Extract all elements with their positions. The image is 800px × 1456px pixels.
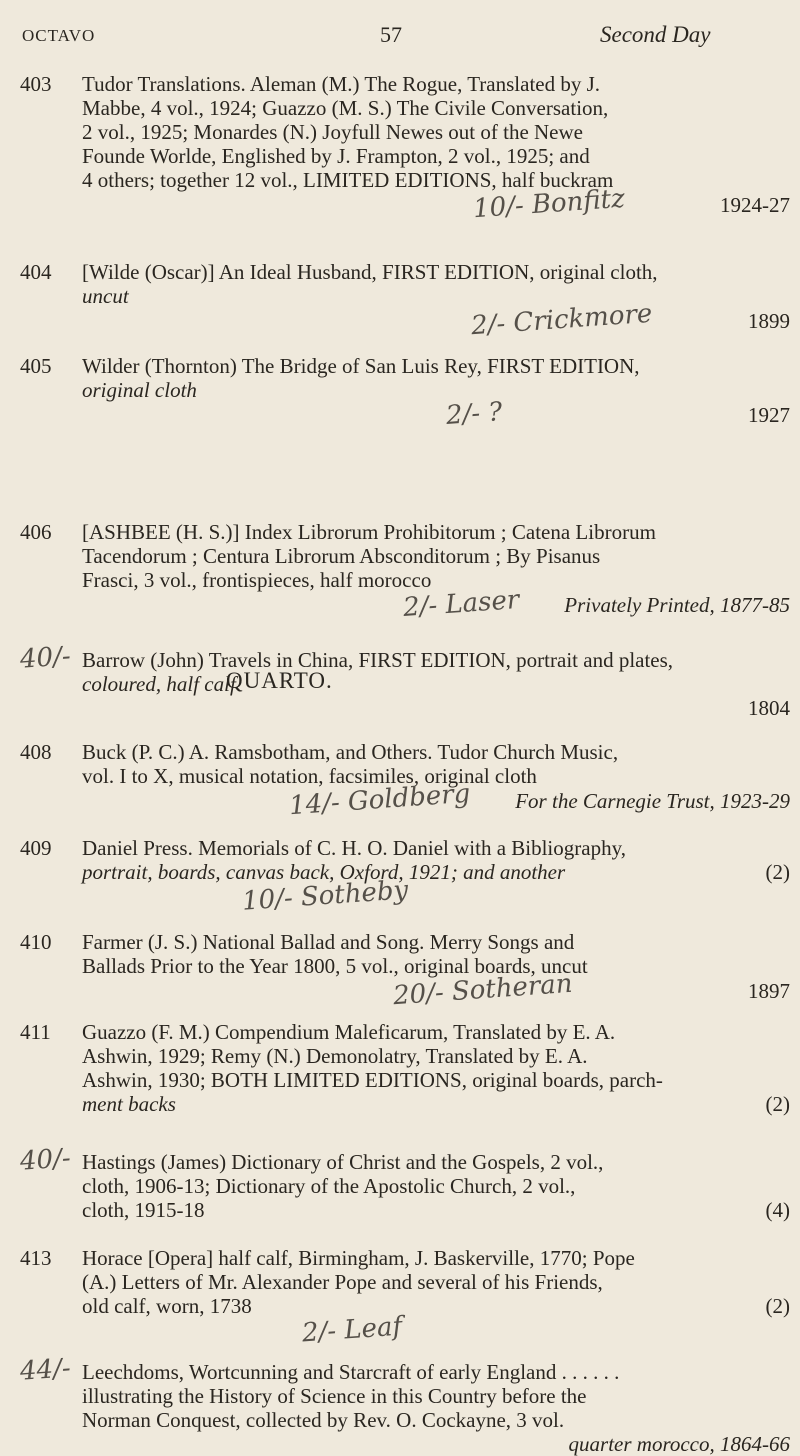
entry-line: portrait, boards, canvas back, Oxford, 1921; and another — [82, 860, 566, 884]
entry-line: vol. I to X, musical notation, facsimiles, original cloth — [82, 764, 537, 788]
entry-line: [ASHBEE (H. S.)] Index Librorum Prohibitorum ; Catena Librorum — [82, 520, 656, 544]
catalogue-entry — [20, 1246, 790, 1349]
entry-line: (A.) Letters of Mr. Alexander Pope and several of his Friends, — [82, 1270, 603, 1294]
entry-line: Ashwin, 1929; Remy (N.) Demonolatry, Translated by E. A. — [82, 1044, 588, 1068]
entry-line: cloth, 1915-18 — [82, 1198, 205, 1222]
entry-line: illustrating the History of Science in this Country before the — [82, 1384, 587, 1408]
handwritten-mark: 44/- — [19, 1353, 72, 1387]
catalogue-entry — [20, 740, 790, 822]
entry-line: original cloth — [82, 378, 197, 402]
lot-number: 409 — [20, 836, 52, 860]
entry-line: Ashwin, 1930; BOTH LIMITED EDITIONS, original boards, parch- — [82, 1068, 663, 1092]
entry-line: Barrow (John) Travels in China, FIRST EDITION, portrait and plates, — [82, 648, 674, 672]
entry-date: 1899 — [748, 309, 790, 333]
entry-line: Hastings (James) Dictionary of Christ and the Gospels, 2 vol., — [82, 1150, 604, 1174]
entry-date: (2) — [765, 1294, 790, 1318]
entry-line: Buck (P. C.) A. Ramsbotham, and Others. Tudor Church Music, — [82, 740, 619, 764]
entry-date: (2) — [765, 1092, 790, 1116]
handwritten-mark: 40/- — [19, 641, 72, 675]
entry-line: Farmer (J. S.) National Ballad and Song. Merry Songs and — [82, 930, 575, 954]
entry-line: old calf, worn, 1738 — [82, 1294, 252, 1318]
entry-line: Norman Conquest, collected by Rev. O. Cockayne, 3 vol. — [82, 1408, 565, 1432]
format-heading: OCTAVO — [22, 26, 96, 45]
catalogue-entry — [20, 72, 790, 225]
catalogue-entry — [20, 354, 790, 431]
handwritten-price: 10/- Sotheby — [241, 875, 410, 917]
day-heading: Second Day — [600, 22, 711, 47]
catalogue-entry — [19, 1143, 790, 1222]
entry-line: Founde Worlde, Englished by J. Frampton, 2 vol., 1925; and — [82, 144, 590, 168]
handwritten-price: 2/- Leaf — [301, 1311, 404, 1349]
catalogue-entry — [20, 520, 790, 624]
entry-line: ment backs — [82, 1092, 176, 1116]
handwritten-price: 2/- Crickmore — [470, 298, 654, 342]
entry-date: 1897 — [748, 979, 790, 1003]
entry-line: Leechdoms, Wortcunning and Starcraft of early England . . . . . . — [82, 1360, 620, 1384]
handwritten-price: 10/- Bonfitz — [471, 183, 626, 225]
lot-number: 411 — [20, 1020, 51, 1044]
handwritten-price: 20/- Sotheran — [392, 968, 574, 1012]
entry-date: quarter morocco, 1864-66 — [568, 1432, 790, 1456]
handwritten-mark: 40/- — [19, 1143, 72, 1177]
entry-line: uncut — [82, 284, 129, 308]
catalogue-entry — [20, 260, 790, 342]
lot-number: 410 — [20, 930, 52, 954]
catalogue-entry — [20, 1020, 790, 1116]
lot-number: 408 — [20, 740, 52, 764]
entry-date: (4) — [765, 1198, 790, 1222]
entry-line: Daniel Press. Memorials of C. H. O. Daniel with a Bibliography, — [82, 836, 626, 860]
catalogue-entry — [20, 836, 790, 917]
lot-number: 405 — [20, 354, 52, 378]
lot-number: 406 — [20, 520, 52, 544]
entry-line: cloth, 1906-13; Dictionary of the Apostolic Church, 2 vol., — [82, 1174, 576, 1198]
lot-number: 403 — [20, 72, 52, 96]
entry-date: 1927 — [748, 403, 790, 427]
entry-line: Tacendorum ; Centura Librorum Absconditorum ; By Pisanus — [82, 544, 601, 568]
entry-date: (2) — [765, 860, 790, 884]
page-header — [0, 22, 800, 52]
entry-line: [Wilde (Oscar)] An Ideal Husband, FIRST EDITION, original cloth, — [82, 260, 658, 284]
handwritten-price: 2/- ? — [445, 397, 504, 431]
catalogue-entry — [19, 641, 790, 720]
handwritten-price: 14/- Goldberg — [287, 778, 471, 822]
page-number: 57 — [380, 22, 402, 47]
lot-number: 404 — [20, 260, 52, 284]
handwritten-price: 2/- Laser — [401, 584, 520, 624]
section-heading: QUARTO. — [226, 668, 333, 693]
catalogue-entry — [20, 930, 790, 1012]
entry-line: Guazzo (F. M.) Compendium Maleficarum, Translated by E. A. — [82, 1020, 616, 1044]
lot-number: 413 — [20, 1246, 52, 1270]
entry-line: Tudor Translations. Aleman (M.) The Rogue, Translated by J. — [82, 72, 601, 96]
entry-date: 1924-27 — [720, 193, 790, 217]
catalogue-entry — [19, 1353, 790, 1456]
entry-line: Frasci, 3 vol., frontispieces, half morocco — [82, 568, 432, 592]
entry-date: For the Carnegie Trust, 1923-29 — [515, 789, 790, 813]
entry-line: Wilder (Thornton) The Bridge of San Luis Rey, FIRST EDITION, — [82, 354, 640, 378]
entry-date: Privately Printed, 1877-85 — [564, 593, 790, 617]
entry-line: Ballads Prior to the Year 1800, 5 vol., original boards, uncut — [82, 954, 588, 978]
entry-line: coloured, half calf — [82, 672, 236, 696]
entry-line: Mabbe, 4 vol., 1924; Guazzo (M. S.) The Civile Conversation, — [82, 96, 609, 120]
entry-line: 4 others; together 12 vol., LIMITED EDITIONS, half buckram — [82, 168, 614, 192]
entry-date: 1804 — [748, 696, 790, 720]
entry-line: Horace [Opera] half calf, Birmingham, J. Baskerville, 1770; Pope — [82, 1246, 635, 1270]
entry-line: 2 vol., 1925; Monardes (N.) Joyfull Newes out of the Newe — [82, 120, 583, 144]
